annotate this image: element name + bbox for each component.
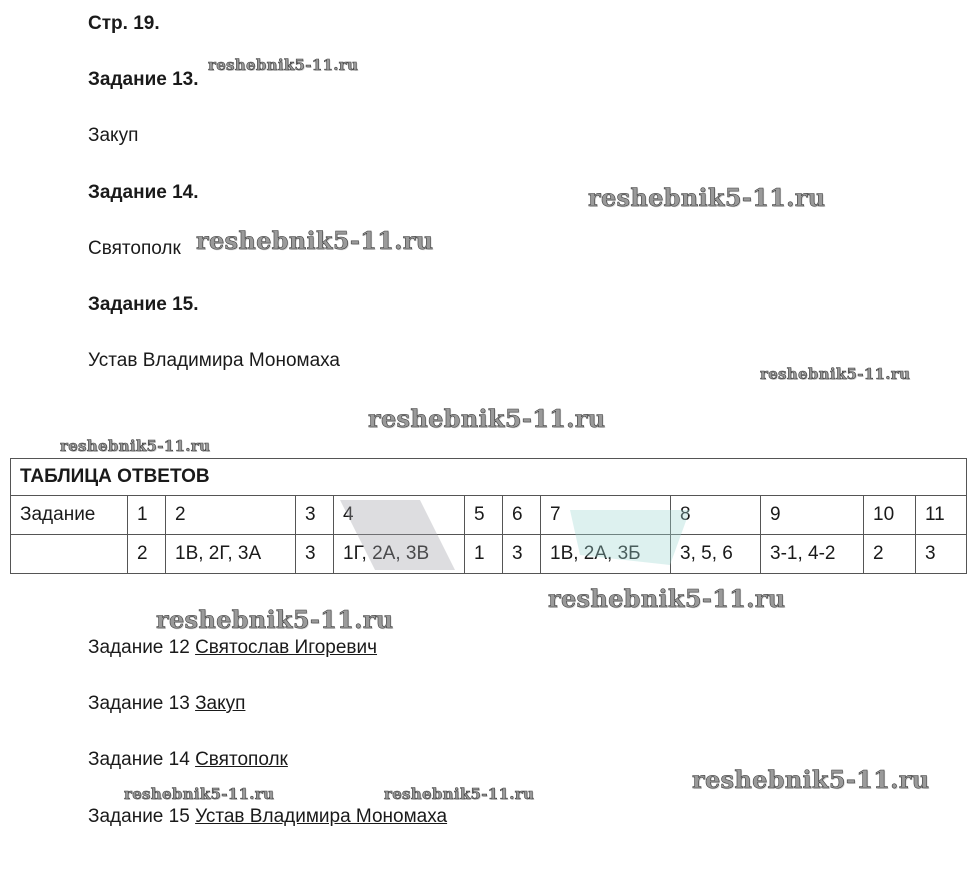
summary-task-label: Задание 15 <box>88 806 190 827</box>
task-number-cell: 7 <box>541 496 671 535</box>
watermark: reshebnik5-11.ru <box>368 404 606 433</box>
summary-task-answer-link[interactable]: Святополк <box>195 749 288 770</box>
answer-table <box>10 458 967 574</box>
task-13-answer: Закуп <box>88 125 139 146</box>
summary-task-label: Задание 12 <box>88 637 190 658</box>
empty-label-cell <box>11 535 128 574</box>
task-numbers-row <box>11 496 967 535</box>
watermark: reshebnik5-11.ru <box>692 765 930 794</box>
summary-task-answer-link[interactable]: Святослав Игоревич <box>195 637 378 658</box>
answers-row <box>11 535 967 574</box>
watermark: reshebnik5-11.ru <box>548 584 786 613</box>
summary-task-answer-link[interactable]: Закуп <box>195 693 246 714</box>
answer-cell: 1Г, 2А, 3В <box>334 535 465 574</box>
task-14-title: Задание 14. <box>88 182 199 203</box>
task-15-answer: Устав Владимира Мономаха <box>88 350 340 371</box>
page-label: Стр. 19. <box>88 13 160 34</box>
answer-cell: 3-1, 4-2 <box>761 535 864 574</box>
summary-task-12 <box>88 636 377 660</box>
watermark: reshebnik5-11.ru <box>60 437 211 455</box>
answer-cell: 1В, 2А, 3Б <box>541 535 671 574</box>
summary-task-14 <box>88 748 288 772</box>
task-number-cell: 3 <box>296 496 334 535</box>
row-label: Задание <box>11 496 128 535</box>
task-15-title: Задание 15. <box>88 294 199 315</box>
summary-task-label: Задание 13 <box>88 693 190 714</box>
answer-cell: 3 <box>296 535 334 574</box>
answer-cell: 2 <box>864 535 916 574</box>
answer-table-title-row <box>11 459 967 496</box>
task-number-cell: 10 <box>864 496 916 535</box>
task-number-cell: 1 <box>128 496 166 535</box>
answer-cell: 1В, 2Г, 3А <box>166 535 296 574</box>
watermark: reshebnik5-11.ru <box>156 605 394 634</box>
watermark: reshebnik5-11.ru <box>208 56 359 74</box>
task-number-cell: 11 <box>916 496 967 535</box>
answer-cell: 3 <box>503 535 541 574</box>
watermark: reshebnik5-11.ru <box>124 785 275 803</box>
answer-cell: 2 <box>128 535 166 574</box>
watermark: reshebnik5-11.ru <box>384 785 535 803</box>
answer-table-title: ТАБЛИЦА ОТВЕТОВ <box>11 459 967 496</box>
watermark: reshebnik5-11.ru <box>760 365 911 383</box>
answer-cell: 1 <box>465 535 503 574</box>
task-14-answer: Святополк <box>88 238 181 259</box>
task-number-cell: 6 <box>503 496 541 535</box>
watermark: reshebnik5-11.ru <box>588 183 826 212</box>
task-number-cell: 8 <box>671 496 761 535</box>
task-number-cell: 4 <box>334 496 465 535</box>
task-number-cell: 2 <box>166 496 296 535</box>
task-number-cell: 9 <box>761 496 864 535</box>
summary-task-label: Задание 14 <box>88 749 190 770</box>
task-number-cell: 5 <box>465 496 503 535</box>
answer-cell: 3, 5, 6 <box>671 535 761 574</box>
task-13-title: Задание 13. <box>88 69 199 90</box>
summary-task-13 <box>88 692 245 716</box>
summary-task-15 <box>88 805 447 829</box>
answer-cell: 3 <box>916 535 967 574</box>
summary-task-answer-link[interactable]: Устав Владимира Мономаха <box>195 806 448 827</box>
watermark: reshebnik5-11.ru <box>196 226 434 255</box>
